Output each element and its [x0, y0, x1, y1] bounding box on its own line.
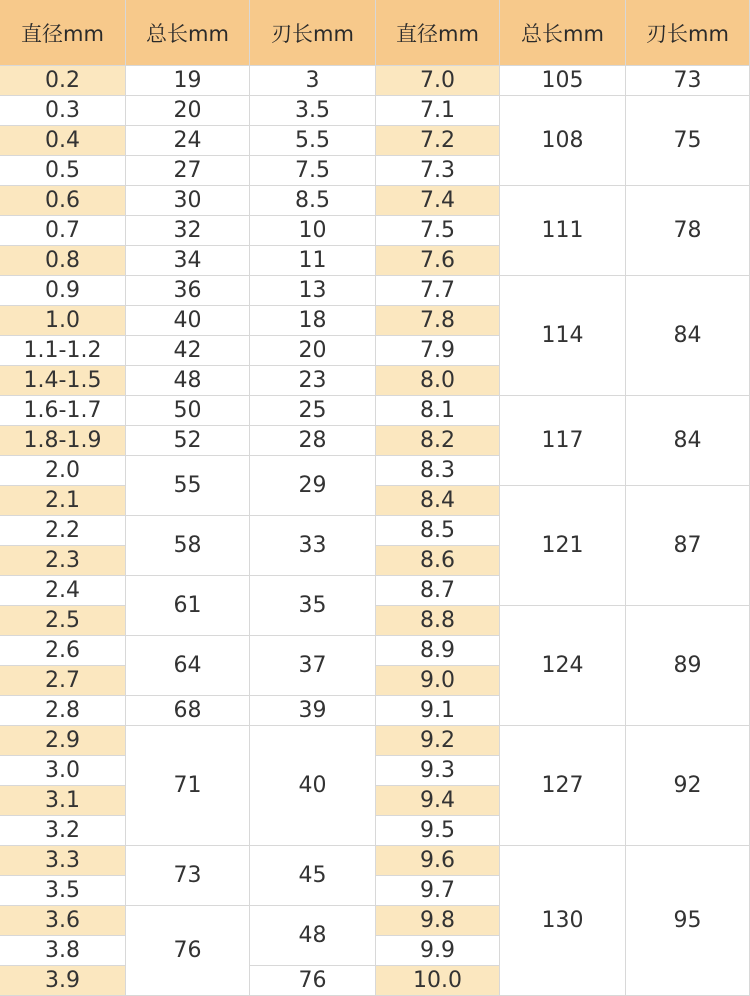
diameter-cell: 8.6 — [376, 546, 500, 576]
total-length-cell: 117 — [500, 396, 626, 486]
diameter-cell: 9.5 — [376, 816, 500, 846]
diameter-cell: 7.4 — [376, 186, 500, 216]
column-header: 直径mm — [0, 0, 126, 66]
diameter-cell: 0.9 — [0, 276, 126, 306]
diameter-cell: 1.8-1.9 — [0, 426, 126, 456]
total-length-cell: 27 — [126, 156, 250, 186]
diameter-cell: 8.9 — [376, 636, 500, 666]
total-length-cell: 68 — [126, 696, 250, 726]
blade-length-cell: 92 — [626, 726, 750, 846]
blade-length-cell: 7.5 — [250, 156, 376, 186]
diameter-cell: 10.0 — [376, 966, 500, 996]
blade-length-cell: 35 — [250, 576, 376, 636]
column-header: 总长mm — [126, 0, 250, 66]
column-header: 总长mm — [500, 0, 626, 66]
blade-length-cell: 11 — [250, 246, 376, 276]
diameter-cell: 2.9 — [0, 726, 126, 756]
blade-length-cell: 3.5 — [250, 96, 376, 126]
diameter-cell: 3.3 — [0, 846, 126, 876]
diameter-cell: 1.1-1.2 — [0, 336, 126, 366]
total-length-cell: 76 — [126, 906, 250, 996]
column-header: 直径mm — [376, 0, 500, 66]
diameter-cell: 3.1 — [0, 786, 126, 816]
total-length-cell: 48 — [126, 366, 250, 396]
diameter-cell: 8.8 — [376, 606, 500, 636]
diameter-cell: 9.3 — [376, 756, 500, 786]
diameter-cell: 2.8 — [0, 696, 126, 726]
blade-length-cell: 78 — [626, 186, 750, 276]
diameter-cell: 8.5 — [376, 516, 500, 546]
diameter-cell: 2.2 — [0, 516, 126, 546]
total-length-cell: 121 — [500, 486, 626, 606]
total-length-cell: 71 — [126, 726, 250, 846]
blade-length-cell: 95 — [626, 846, 750, 996]
diameter-cell: 1.4-1.5 — [0, 366, 126, 396]
diameter-cell: 9.2 — [376, 726, 500, 756]
total-length-cell: 24 — [126, 126, 250, 156]
blade-length-cell: 87 — [626, 486, 750, 606]
diameter-cell: 1.0 — [0, 306, 126, 336]
total-length-cell: 111 — [500, 186, 626, 276]
blade-length-cell: 25 — [250, 396, 376, 426]
total-length-cell: 130 — [500, 846, 626, 996]
diameter-cell: 8.3 — [376, 456, 500, 486]
total-length-cell: 64 — [126, 636, 250, 696]
blade-length-cell: 45 — [250, 846, 376, 906]
column-header: 刃长mm — [250, 0, 376, 66]
total-length-cell: 55 — [126, 456, 250, 516]
diameter-cell: 2.4 — [0, 576, 126, 606]
total-length-cell: 73 — [126, 846, 250, 906]
diameter-cell: 3.6 — [0, 906, 126, 936]
blade-length-cell: 13 — [250, 276, 376, 306]
blade-length-cell: 10 — [250, 216, 376, 246]
diameter-cell: 3.8 — [0, 936, 126, 966]
diameter-cell: 0.4 — [0, 126, 126, 156]
blade-length-cell: 18 — [250, 306, 376, 336]
diameter-cell: 3.9 — [0, 966, 126, 996]
diameter-cell: 7.2 — [376, 126, 500, 156]
diameter-cell: 2.6 — [0, 636, 126, 666]
total-length-cell: 30 — [126, 186, 250, 216]
diameter-cell: 2.7 — [0, 666, 126, 696]
diameter-cell: 0.7 — [0, 216, 126, 246]
diameter-cell: 2.1 — [0, 486, 126, 516]
total-length-cell: 114 — [500, 276, 626, 396]
diameter-cell: 3.0 — [0, 756, 126, 786]
blade-length-cell: 29 — [250, 456, 376, 516]
total-length-cell: 108 — [500, 96, 626, 186]
diameter-cell: 0.6 — [0, 186, 126, 216]
diameter-cell: 7.1 — [376, 96, 500, 126]
diameter-cell: 9.6 — [376, 846, 500, 876]
diameter-cell: 3.2 — [0, 816, 126, 846]
diameter-cell: 7.8 — [376, 306, 500, 336]
total-length-cell: 61 — [126, 576, 250, 636]
blade-length-cell: 89 — [626, 606, 750, 726]
diameter-cell: 9.4 — [376, 786, 500, 816]
diameter-cell: 9.9 — [376, 936, 500, 966]
blade-length-cell: 28 — [250, 426, 376, 456]
total-length-cell: 58 — [126, 516, 250, 576]
diameter-cell: 9.1 — [376, 696, 500, 726]
blade-length-cell: 20 — [250, 336, 376, 366]
total-length-cell: 127 — [500, 726, 626, 846]
blade-length-cell: 84 — [626, 276, 750, 396]
diameter-cell: 0.2 — [0, 66, 126, 96]
diameter-cell: 7.7 — [376, 276, 500, 306]
blade-length-cell: 3 — [250, 66, 376, 96]
blade-length-cell: 75 — [626, 96, 750, 186]
total-length-cell: 19 — [126, 66, 250, 96]
blade-length-cell: 48 — [250, 906, 376, 966]
blade-length-cell: 76 — [250, 966, 376, 996]
total-length-cell: 32 — [126, 216, 250, 246]
total-length-cell: 52 — [126, 426, 250, 456]
diameter-cell: 8.2 — [376, 426, 500, 456]
diameter-cell: 2.0 — [0, 456, 126, 486]
total-length-cell: 36 — [126, 276, 250, 306]
blade-length-cell: 5.5 — [250, 126, 376, 156]
total-length-cell: 34 — [126, 246, 250, 276]
diameter-cell: 8.7 — [376, 576, 500, 606]
blade-length-cell: 40 — [250, 726, 376, 846]
diameter-cell: 7.3 — [376, 156, 500, 186]
total-length-cell: 40 — [126, 306, 250, 336]
diameter-cell: 7.0 — [376, 66, 500, 96]
diameter-cell: 8.1 — [376, 396, 500, 426]
total-length-cell: 105 — [500, 66, 626, 96]
diameter-cell: 0.3 — [0, 96, 126, 126]
blade-length-cell: 23 — [250, 366, 376, 396]
diameter-cell: 7.9 — [376, 336, 500, 366]
diameter-cell: 8.4 — [376, 486, 500, 516]
diameter-cell: 7.5 — [376, 216, 500, 246]
diameter-cell: 3.5 — [0, 876, 126, 906]
total-length-cell: 50 — [126, 396, 250, 426]
blade-length-cell: 73 — [626, 66, 750, 96]
column-header: 刃长mm — [626, 0, 750, 66]
blade-length-cell: 39 — [250, 696, 376, 726]
diameter-cell: 8.0 — [376, 366, 500, 396]
total-length-cell: 20 — [126, 96, 250, 126]
blade-length-cell: 37 — [250, 636, 376, 696]
blade-length-cell: 84 — [626, 396, 750, 486]
total-length-cell: 124 — [500, 606, 626, 726]
diameter-cell: 2.3 — [0, 546, 126, 576]
total-length-cell: 42 — [126, 336, 250, 366]
diameter-cell: 9.8 — [376, 906, 500, 936]
diameter-cell: 0.8 — [0, 246, 126, 276]
diameter-cell: 9.7 — [376, 876, 500, 906]
diameter-cell: 1.6-1.7 — [0, 396, 126, 426]
blade-length-cell: 8.5 — [250, 186, 376, 216]
diameter-cell: 7.6 — [376, 246, 500, 276]
diameter-cell: 9.0 — [376, 666, 500, 696]
blade-length-cell: 33 — [250, 516, 376, 576]
diameter-cell: 0.5 — [0, 156, 126, 186]
diameter-cell: 2.5 — [0, 606, 126, 636]
